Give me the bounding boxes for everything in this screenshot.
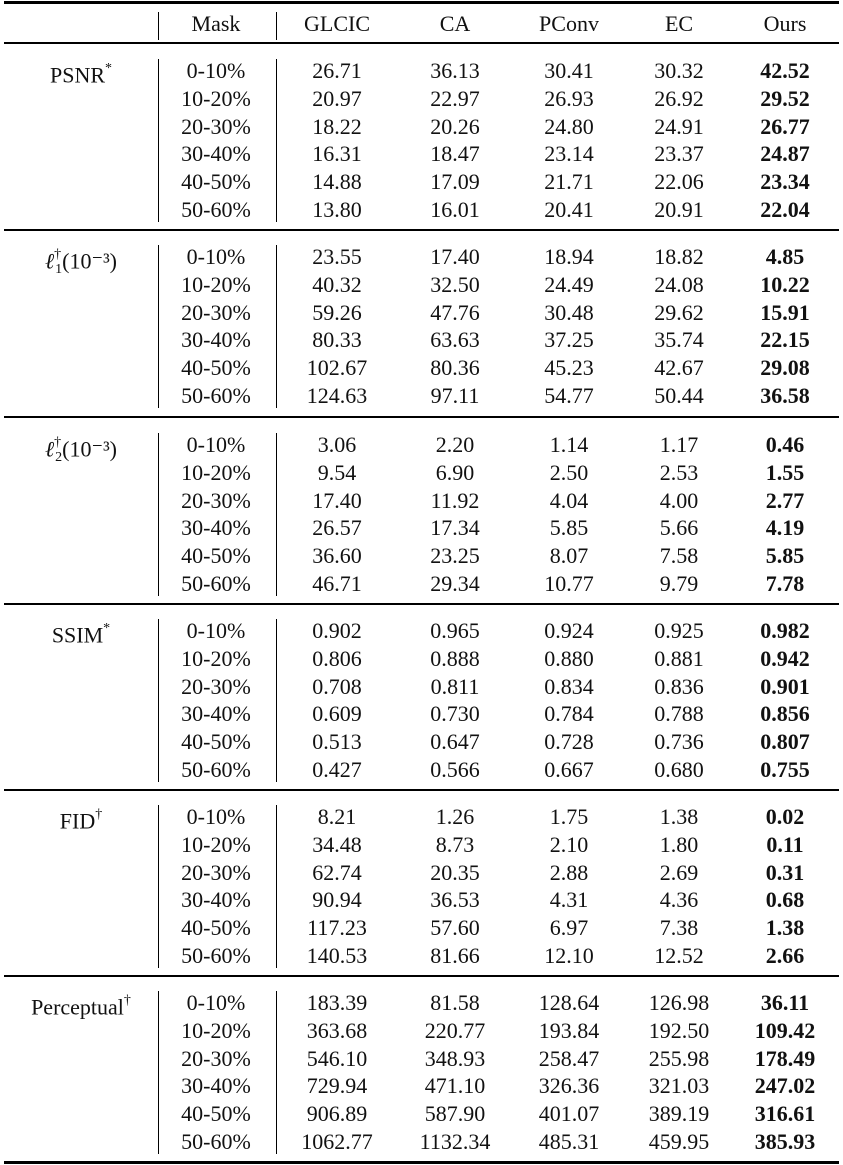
value-cell: 3.06	[317, 432, 357, 457]
ours-value-cell: 4.19	[765, 515, 805, 541]
column-header: PConv	[539, 11, 599, 36]
mask-cell: 50-60%	[181, 943, 251, 968]
value-cell: 18.22	[312, 113, 362, 139]
mask-cell: 10-20%	[181, 459, 251, 485]
value-cell: 471.10	[424, 1073, 486, 1099]
ours-value-cell: 0.31	[765, 859, 805, 885]
value-cell: 30.48	[544, 299, 594, 325]
ours-value-cell: 26.77	[760, 113, 810, 139]
value-cell: 4.36	[659, 887, 699, 913]
metric-sup: †	[123, 993, 131, 1008]
value-cell: 18.47	[430, 141, 480, 167]
mask-cell: 40-50%	[181, 915, 251, 941]
value-cell: 193.84	[538, 1017, 600, 1043]
column-divider	[158, 245, 159, 408]
ours-value-cell: 2.77	[765, 487, 805, 513]
ours-value-cell: 10.22	[760, 271, 810, 297]
metric-sup: †	[54, 247, 62, 262]
value-cell: 485.31	[538, 1129, 600, 1154]
value-cell: 17.09	[430, 169, 480, 195]
value-cell: 12.52	[654, 943, 704, 968]
value-cell: 321.03	[648, 1073, 710, 1099]
value-cell: 90.94	[312, 887, 362, 913]
ours-value-cell: 24.87	[760, 141, 810, 167]
value-cell: 255.98	[648, 1045, 710, 1071]
value-cell: 0.784	[544, 701, 594, 727]
value-cell: 40.32	[312, 271, 362, 297]
value-cell: 34.48	[312, 831, 362, 857]
metric-name: SSIM	[51, 622, 104, 648]
metric-sub: 1	[55, 262, 63, 278]
ours-value-cell: 109.42	[754, 1017, 816, 1043]
mask-cell: 20-30%	[181, 1045, 251, 1071]
column-divider	[158, 991, 159, 1154]
metric-name: ℓ	[44, 248, 55, 274]
value-cell: 258.47	[538, 1045, 600, 1071]
value-cell: 0.925	[654, 618, 704, 643]
ours-value-cell: 15.91	[760, 299, 810, 325]
value-cell: 389.19	[648, 1101, 710, 1127]
value-cell: 22.06	[654, 169, 704, 195]
value-cell: 1132.34	[419, 1129, 491, 1154]
mask-cell: 20-30%	[181, 487, 251, 513]
column-header: CA	[439, 11, 471, 36]
value-cell: 1.75	[549, 804, 589, 829]
section-rule	[4, 789, 839, 791]
mask-cell: 10-20%	[181, 831, 251, 857]
ours-value-cell: 385.93	[754, 1129, 816, 1154]
value-cell: 23.37	[654, 141, 704, 167]
ours-value-cell: 316.61	[754, 1101, 816, 1127]
ours-value-cell: 247.02	[754, 1073, 816, 1099]
value-cell: 24.91	[654, 113, 704, 139]
value-cell: 81.66	[430, 943, 480, 968]
value-cell: 10.77	[544, 571, 594, 596]
metric-label	[4, 431, 158, 472]
value-cell: 20.26	[430, 113, 480, 139]
value-cell: 326.36	[538, 1073, 600, 1099]
value-cell: 16.31	[312, 141, 362, 167]
value-cell: 26.92	[654, 85, 704, 111]
metric-name: PSNR	[49, 62, 106, 88]
value-cell: 183.39	[306, 990, 368, 1015]
value-cell: 4.00	[659, 487, 699, 513]
ours-value-cell: 42.52	[760, 58, 810, 83]
value-cell: 80.36	[430, 355, 480, 381]
metric-label	[4, 989, 158, 1021]
mask-cell: 20-30%	[181, 859, 251, 885]
value-cell: 45.23	[544, 355, 594, 381]
metric-label	[4, 57, 158, 89]
mask-cell: 0-10%	[186, 618, 246, 643]
value-cell: 63.63	[430, 327, 480, 353]
value-cell: 9.79	[659, 571, 699, 596]
value-cell: 17.34	[430, 515, 480, 541]
value-cell: 8.21	[317, 804, 357, 829]
value-cell: 0.888	[430, 645, 480, 671]
value-cell: 8.07	[549, 543, 589, 569]
ours-value-cell: 0.02	[765, 804, 805, 829]
ours-value-cell: 1.38	[765, 915, 805, 941]
section-rule	[4, 603, 839, 605]
value-cell: 18.94	[544, 244, 594, 269]
value-cell: 117.23	[307, 915, 367, 941]
ours-value-cell: 5.85	[765, 543, 805, 569]
value-cell: 54.77	[544, 383, 594, 408]
column-divider	[158, 433, 159, 596]
ours-value-cell: 4.85	[765, 244, 805, 269]
ours-value-cell: 29.08	[760, 355, 810, 381]
value-cell: 5.66	[659, 515, 699, 541]
mask-cell: 20-30%	[181, 299, 251, 325]
value-cell: 13.80	[312, 197, 362, 222]
section-rule	[4, 416, 839, 418]
value-cell: 220.77	[424, 1017, 486, 1043]
metric-name: FID	[59, 808, 96, 834]
column-header: EC	[664, 11, 694, 36]
value-cell: 0.513	[312, 729, 362, 755]
value-cell: 23.14	[544, 141, 594, 167]
value-cell: 26.57	[312, 515, 362, 541]
mask-cell: 0-10%	[186, 244, 246, 269]
metric-sup: †	[54, 435, 62, 450]
mask-cell: 50-60%	[181, 1129, 251, 1154]
value-cell: 62.74	[312, 859, 362, 885]
value-cell: 1.14	[549, 432, 589, 457]
value-cell: 29.34	[430, 571, 480, 596]
value-cell: 6.97	[549, 915, 589, 941]
value-cell: 7.38	[659, 915, 699, 941]
value-cell: 29.62	[654, 299, 704, 325]
ours-value-cell: 0.856	[760, 701, 810, 727]
mask-cell: 0-10%	[186, 58, 246, 83]
value-cell: 0.965	[430, 618, 480, 643]
value-cell: 0.836	[654, 673, 704, 699]
section-rule	[4, 229, 839, 231]
mask-cell: 20-30%	[181, 113, 251, 139]
value-cell: 0.880	[544, 645, 594, 671]
value-cell: 26.71	[312, 58, 362, 83]
value-cell: 0.728	[544, 729, 594, 755]
value-cell: 26.93	[544, 85, 594, 111]
ours-value-cell: 0.68	[765, 887, 805, 913]
top-rule	[4, 1, 839, 4]
metric-sub: 2	[55, 450, 63, 466]
ours-value-cell: 0.942	[760, 645, 810, 671]
value-cell: 1.17	[659, 432, 699, 457]
value-cell: 18.82	[654, 244, 704, 269]
mask-cell: 40-50%	[181, 729, 251, 755]
value-cell: 24.08	[654, 271, 704, 297]
ours-value-cell: 22.15	[760, 327, 810, 353]
ours-value-cell: 0.807	[760, 729, 810, 755]
mask-cell: 0-10%	[186, 990, 246, 1015]
value-cell: 0.730	[430, 701, 480, 727]
column-header: Mask	[191, 11, 241, 36]
value-cell: 1.80	[659, 831, 699, 857]
ours-value-cell: 0.755	[760, 757, 810, 782]
value-cell: 22.97	[430, 85, 480, 111]
mask-cell: 40-50%	[181, 1101, 251, 1127]
value-cell: 30.32	[654, 58, 704, 83]
column-divider	[158, 805, 159, 968]
metric-label	[4, 803, 158, 835]
mask-cell: 40-50%	[181, 543, 251, 569]
ours-value-cell: 36.11	[760, 990, 810, 1015]
ours-value-cell: 23.34	[760, 169, 810, 195]
value-cell: 124.63	[306, 383, 368, 408]
mask-cell: 30-40%	[181, 327, 251, 353]
value-cell: 36.13	[430, 58, 480, 83]
value-cell: 24.49	[544, 271, 594, 297]
value-cell: 459.95	[648, 1129, 710, 1154]
value-cell: 0.736	[654, 729, 704, 755]
value-cell: 32.50	[430, 271, 480, 297]
value-cell: 80.33	[312, 327, 362, 353]
value-cell: 0.647	[430, 729, 480, 755]
value-cell: 0.806	[312, 645, 362, 671]
ours-value-cell: 178.49	[754, 1045, 816, 1071]
value-cell: 0.881	[654, 645, 704, 671]
column-divider	[158, 12, 159, 40]
metric-suffix: (10⁻³)	[62, 436, 118, 462]
mask-cell: 10-20%	[181, 645, 251, 671]
value-cell: 20.97	[312, 85, 362, 111]
value-cell: 126.98	[648, 990, 710, 1015]
mask-cell: 50-60%	[181, 383, 251, 408]
metric-suffix: (10⁻³)	[62, 248, 118, 274]
value-cell: 20.91	[654, 197, 704, 222]
value-cell: 17.40	[430, 244, 480, 269]
value-cell: 348.93	[424, 1045, 486, 1071]
metric-sup: †	[95, 807, 103, 822]
value-cell: 5.85	[549, 515, 589, 541]
header-rule	[4, 42, 839, 44]
value-cell: 0.924	[544, 618, 594, 643]
value-cell: 128.64	[538, 990, 600, 1015]
value-cell: 11.92	[430, 487, 480, 513]
value-cell: 587.90	[424, 1101, 486, 1127]
value-cell: 2.69	[659, 859, 699, 885]
value-cell: 0.834	[544, 673, 594, 699]
value-cell: 8.73	[435, 831, 475, 857]
value-cell: 47.76	[430, 299, 480, 325]
ours-value-cell: 0.982	[760, 618, 810, 643]
metric-name: Perceptual	[31, 994, 124, 1020]
mask-cell: 0-10%	[186, 804, 246, 829]
value-cell: 0.427	[312, 757, 362, 782]
value-cell: 6.90	[435, 459, 475, 485]
value-cell: 42.67	[654, 355, 704, 381]
value-cell: 1.38	[659, 804, 699, 829]
value-cell: 2.50	[549, 459, 589, 485]
ours-value-cell: 22.04	[760, 197, 810, 222]
value-cell: 0.902	[312, 618, 362, 643]
mask-cell: 30-40%	[181, 141, 251, 167]
value-cell: 36.53	[430, 887, 480, 913]
value-cell: 0.708	[312, 673, 362, 699]
mask-cell: 40-50%	[181, 169, 251, 195]
value-cell: 4.31	[549, 887, 589, 913]
value-cell: 46.71	[312, 571, 362, 596]
bottom-rule	[4, 1161, 839, 1164]
mask-cell: 20-30%	[181, 673, 251, 699]
value-cell: 23.25	[430, 543, 480, 569]
value-cell: 21.71	[544, 169, 594, 195]
value-cell: 57.60	[430, 915, 480, 941]
column-divider	[158, 59, 159, 222]
value-cell: 9.54	[317, 459, 357, 485]
value-cell: 0.667	[544, 757, 594, 782]
value-cell: 24.80	[544, 113, 594, 139]
metric-label	[4, 617, 158, 649]
value-cell: 50.44	[654, 383, 704, 408]
mask-cell: 30-40%	[181, 1073, 251, 1099]
ours-value-cell: 2.66	[765, 943, 805, 968]
mask-cell: 30-40%	[181, 887, 251, 913]
value-cell: 2.88	[549, 859, 589, 885]
mask-cell: 50-60%	[181, 757, 251, 782]
value-cell: 30.41	[544, 58, 594, 83]
value-cell: 363.68	[306, 1017, 368, 1043]
value-cell: 0.566	[430, 757, 480, 782]
value-cell: 37.25	[544, 327, 594, 353]
mask-cell: 10-20%	[181, 85, 251, 111]
mask-cell: 40-50%	[181, 355, 251, 381]
metric-name: ℓ	[44, 436, 55, 462]
value-cell: 20.41	[544, 197, 594, 222]
ours-value-cell: 36.58	[760, 383, 810, 408]
value-cell: 192.50	[648, 1017, 710, 1043]
value-cell: 140.53	[306, 943, 368, 968]
ours-value-cell: 7.78	[765, 571, 805, 596]
value-cell: 102.67	[306, 355, 368, 381]
value-cell: 1.26	[435, 804, 475, 829]
value-cell: 0.788	[654, 701, 704, 727]
value-cell: 546.10	[306, 1045, 368, 1071]
value-cell: 0.609	[312, 701, 362, 727]
mask-cell: 30-40%	[181, 701, 251, 727]
value-cell: 729.94	[306, 1073, 368, 1099]
mask-cell: 10-20%	[181, 271, 251, 297]
value-cell: 16.01	[430, 197, 480, 222]
value-cell: 81.58	[430, 990, 480, 1015]
mask-cell: 30-40%	[181, 515, 251, 541]
value-cell: 401.07	[538, 1101, 600, 1127]
value-cell: 2.53	[659, 459, 699, 485]
value-cell: 97.11	[430, 383, 480, 408]
metric-sup: *	[103, 621, 111, 636]
value-cell: 906.89	[306, 1101, 368, 1127]
metric-sup: *	[105, 61, 113, 76]
value-cell: 36.60	[312, 543, 362, 569]
value-cell: 2.20	[435, 432, 475, 457]
value-cell: 0.811	[430, 673, 480, 699]
mask-cell: 50-60%	[181, 571, 251, 596]
value-cell: 14.88	[312, 169, 362, 195]
section-rule	[4, 975, 839, 977]
value-cell: 20.35	[430, 859, 480, 885]
ours-value-cell: 1.55	[765, 459, 805, 485]
column-divider	[158, 619, 159, 782]
value-cell: 35.74	[654, 327, 704, 353]
value-cell: 1062.77	[301, 1129, 373, 1154]
mask-cell: 50-60%	[181, 197, 251, 222]
value-cell: 0.680	[654, 757, 704, 782]
ours-value-cell: 29.52	[760, 85, 810, 111]
value-cell: 17.40	[312, 487, 362, 513]
mask-cell: 10-20%	[181, 1017, 251, 1043]
value-cell: 59.26	[312, 299, 362, 325]
column-header: Ours	[763, 11, 807, 36]
value-cell: 2.10	[549, 831, 589, 857]
value-cell: 12.10	[544, 943, 594, 968]
value-cell: 23.55	[312, 244, 362, 269]
ours-value-cell: 0.46	[765, 432, 805, 457]
ours-value-cell: 0.11	[766, 831, 804, 857]
value-cell: 7.58	[659, 543, 699, 569]
ours-value-cell: 0.901	[760, 673, 810, 699]
column-header: GLCIC	[304, 11, 370, 36]
value-cell: 4.04	[549, 487, 589, 513]
metric-label	[4, 243, 158, 284]
mask-cell: 0-10%	[186, 432, 246, 457]
